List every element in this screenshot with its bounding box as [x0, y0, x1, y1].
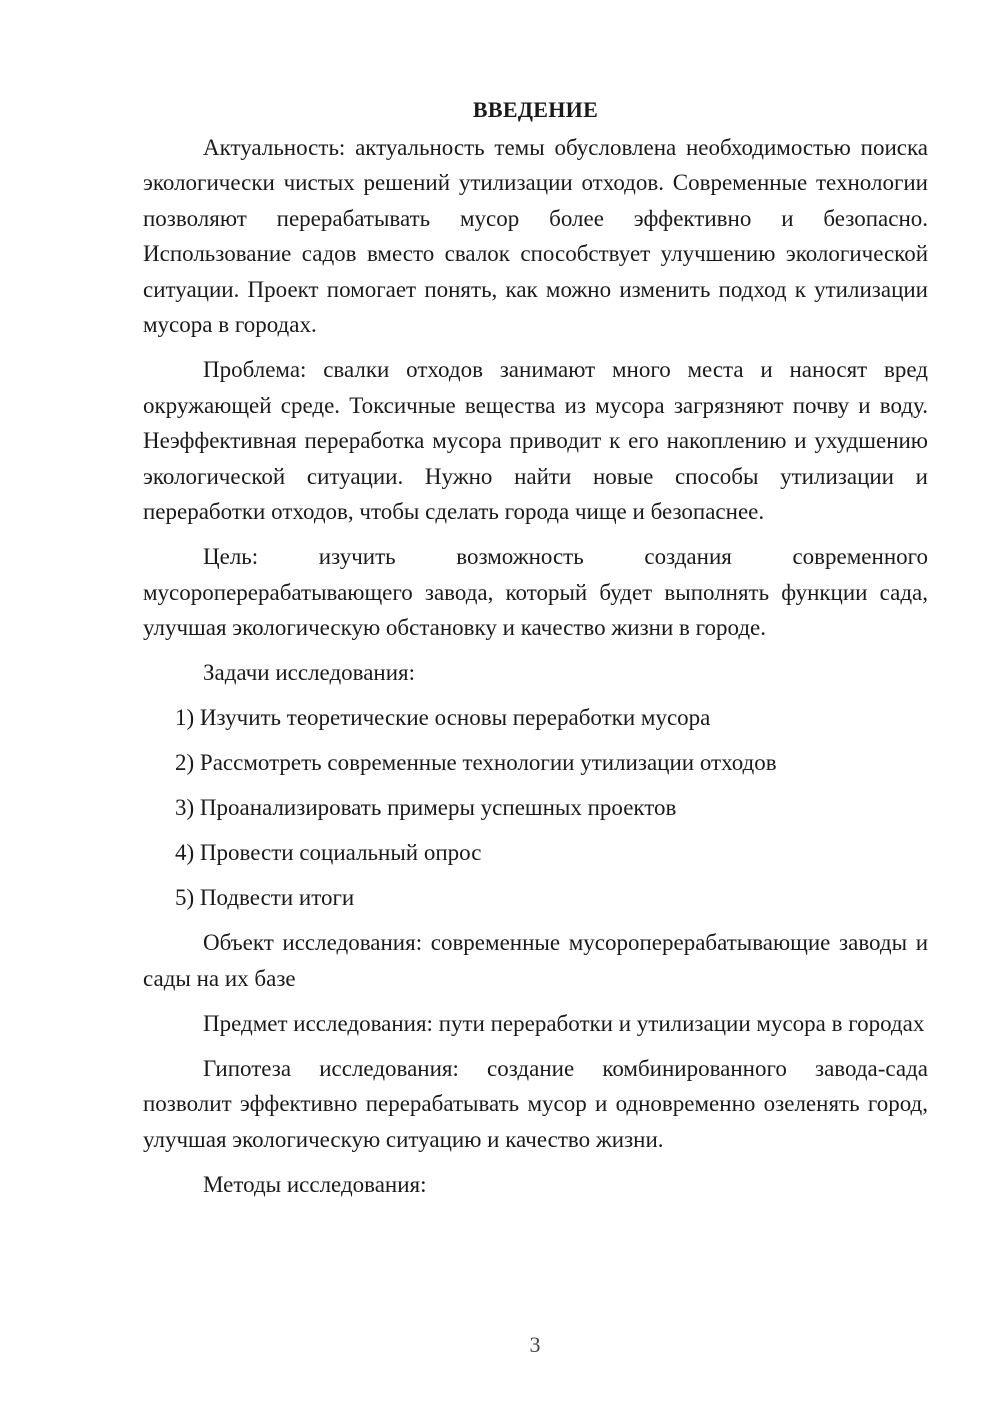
object-paragraph: Объект исследования: современные мусороперерабатывающие заводы и сады на их базе [143, 930, 928, 991]
section-title: ВВЕДЕНИЕ [472, 97, 599, 122]
page-number: 3 [529, 1332, 541, 1357]
tasks-heading: Задачи исследования: [203, 660, 416, 685]
task-item: 5) Подвести итоги [175, 885, 355, 910]
document-page [143, 92, 928, 1212]
tasks-list [143, 700, 928, 916]
hypothesis-paragraph: Гипотеза исследования: создание комбинированного завода-сада позволит эффективно перерабатывать мусор и одновременно озеленять город, улучшая экологическую ситуацию и качество жизни. [143, 1055, 928, 1152]
task-item: 1) Изучить теоретические основы переработки мусора [175, 705, 711, 730]
task-item: 2) Рассмотреть современные технологии утилизации отходов [175, 750, 777, 775]
goal-paragraph: Цель: изучить возможность создания современного мусороперерабатывающего завода, который будет выполнять функции сада, улучшая экологическую обстановку и качество жизни в городе. [143, 544, 928, 640]
task-item: 4) Провести социальный опрос [175, 840, 482, 865]
problem-paragraph: Проблема: свалки отходов занимают много места и наносят вред окружающей среде. Токсичные вещества из мусора загрязняют почву и воду. Неэффективная переработка мусора приводит к его накоплению и ухудшению экологической ситуации. Нужно найти новые способы утилизации и переработки отходов, чтобы сделать города чище и безопаснее. [143, 357, 928, 524]
task-item: 3) Проанализировать примеры успешных проектов [175, 795, 677, 820]
subject-paragraph: Предмет исследования: пути переработки и утилизации мусора в городах [203, 1010, 925, 1036]
relevance-paragraph: Актуальность: актуальность темы обусловлена необходимостью поиска экологически чистых решений утилизации отходов. Современные технологии позволяют перерабатывать мусор более эффективно и безопасно. Использование садов вместо свалок способствует улучшению экологической ситуации. Проект помогает понять, как можно изменить подход к утилизации мусора в городах. [143, 134, 928, 337]
methods-heading: Методы исследования: [203, 1171, 427, 1197]
